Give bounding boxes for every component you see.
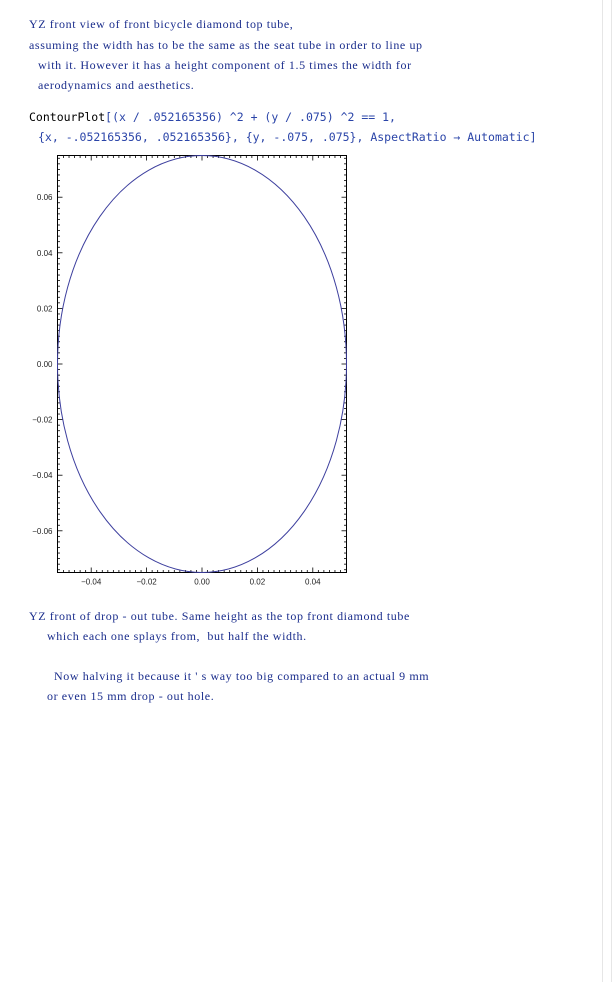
text-line: YZ front view of front bicycle diamond top tube, [29,17,294,31]
function-name: ContourPlot [29,110,106,124]
y-tick-label: −0.06 [32,526,53,536]
text-cell-halving[interactable] [0,660,600,710]
x-tick-label: 0.02 [249,577,266,587]
x-tick-label: 0.04 [305,577,321,587]
text-line: aerodynamics and aesthetics. [38,78,195,92]
text-line: Now halving it because it ' s way too big compared to an actual 9 mm [54,669,430,683]
y-tick-labels [32,193,53,536]
input-line-2: {x, -.052165356, .052165356}, {y, -.075, .075}, AspectRatio → Automatic] [38,130,537,144]
plot-frame [58,156,347,573]
ellipse-contour [58,156,347,573]
y-tick-label: −0.04 [32,471,53,481]
y-tick-label: −0.02 [32,415,53,425]
y-tick-label: 0.02 [36,304,53,314]
text-line: or even 15 mm drop - out hole. [47,689,215,703]
function-args: [(x / .052165356) ^2 + (y / .075) ^2 == 1, [105,110,396,124]
text-line: assuming the width has to be the same as the seat tube in order to line up [29,38,423,52]
text-cell-dropout[interactable] [0,600,600,650]
x-tick-label: −0.02 [136,577,157,587]
y-tick-label: 0.06 [36,193,53,203]
y-tick-label: 0.00 [36,360,53,369]
x-tick-label: −0.04 [81,577,102,587]
y-tick-label: 0.04 [36,248,53,258]
text-line: which each one splays from, but half the width. [47,629,307,643]
text-line: YZ front of drop - out tube. Same height as the top front diamond tube [29,609,410,623]
x-tick-labels [81,578,321,587]
x-tick-label: 0.00 [194,577,210,587]
tick-marks [58,156,347,573]
text-line: with it. However it has a height component of 1.5 times the width for [38,58,412,72]
